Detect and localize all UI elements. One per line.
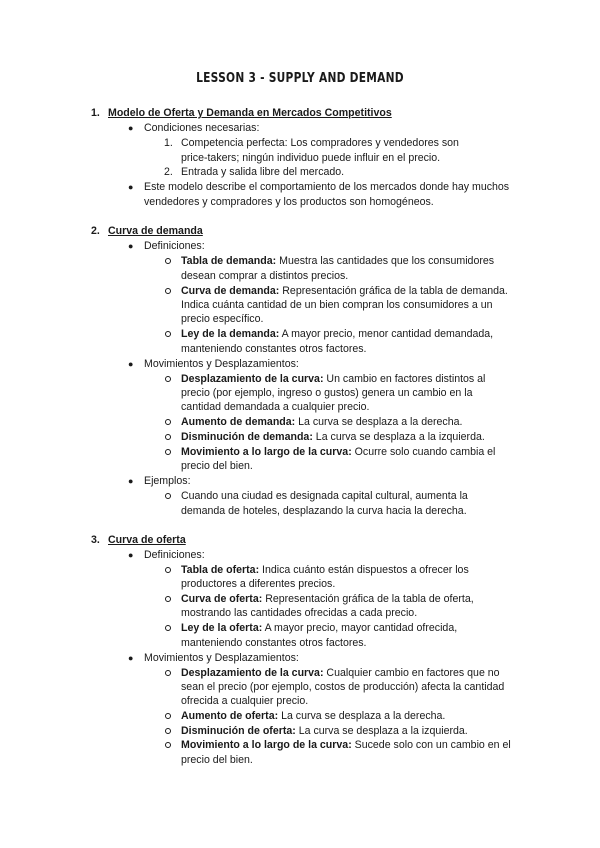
bullet-dot: ● [128,550,134,560]
bullet-circle [165,331,171,337]
bullet-circle [165,728,171,734]
list-item: Competencia perfecta: Los compradores y vendedores son [181,137,459,149]
bullet-circle [165,376,171,382]
list-item: Movimientos y Desplazamientos: [144,358,299,370]
bullet-circle [165,713,171,719]
bullet-dot: ● [128,359,134,369]
bullet-circle [165,434,171,440]
section-2-number: 2. [91,225,100,237]
list-item: Ejemplos: [144,475,191,487]
list-item: Ley de la demanda: A mayor precio, menor cantidad demandada, [181,328,494,340]
list-item: Este modelo describe el comportamiento de los mercados donde hay muchos [144,181,510,193]
list-item-continuation: mostrando las cantidades ofrecidas a cada precio. [181,607,418,619]
list-item: Aumento de demanda: La curva se desplaza a la derecha. [181,416,463,428]
list-item: Tabla de oferta: Indica cuánto están dispuestos a ofrecer los [181,564,469,576]
page-title: LESSON 3 - SUPPLY AND DEMAND [196,71,404,86]
list-item: Movimientos y Desplazamientos: [144,652,299,664]
list-item-continuation: vendedores y compradores y los productos son homogéneos. [144,196,434,208]
bullet-circle [165,449,171,455]
list-item: Condiciones necesarias: [144,122,260,134]
list-item: Disminución de oferta: La curva se desplaza a la izquierda. [181,725,468,737]
bullet-dot: ● [128,182,134,192]
list-item: Tabla de demanda: Muestra las cantidades que los consumidores [181,255,495,267]
list-item: Disminución de demanda: La curva se desplaza a la izquierda. [181,431,485,443]
list-item: Movimiento a lo largo de la curva: Sucede solo con un cambio en el [181,739,511,751]
list-item: Definiciones: [144,240,205,252]
list-item-continuation: precio del bien. [181,754,253,766]
list-item: Desplazamiento de la curva: Cualquier cambio en factores que no [181,667,500,679]
list-item-continuation: cantidad demandada a cualquier precio. [181,401,370,413]
list-item-continuation: ofrecida a cualquier precio. [181,695,309,707]
bullet-dot: ● [128,653,134,663]
bullet-circle [165,625,171,631]
list-item-continuation: price-takers; ningún individuo puede influir en el precio. [181,152,441,164]
bullet-circle [165,596,171,602]
bullet-circle [165,493,171,499]
bullet-circle [165,742,171,748]
bullet-circle [165,419,171,425]
bullet-circle [165,670,171,676]
list-item: Ley de la oferta: A mayor precio, mayor cantidad ofrecida, [181,622,458,634]
list-item: Aumento de oferta: La curva se desplaza a la derecha. [181,710,446,722]
list-item: Desplazamiento de la curva: Un cambio en factores distintos al [181,373,486,385]
bullet-circle [165,567,171,573]
bullet-dot: ● [128,476,134,486]
list-item-continuation: precio (por ejemplo, ingreso o gustos) genera un cambio en la [181,387,473,399]
list-item-continuation: precio del bien. [181,460,253,472]
list-item-continuation: manteniendo constantes otros factores. [181,343,367,355]
section-2-heading: Curva de demanda [108,225,203,237]
list-item-continuation: demanda de hoteles, desplazando la curva hacia la derecha. [181,505,467,517]
list-item-continuation: sean el precio (por ejemplo, costos de producción) afecta la cantidad [181,681,505,693]
list-item-continuation: Indica cuánta cantidad de un bien compran los consumidores a un [181,299,493,311]
section-1-number: 1. [91,107,100,119]
list-item-continuation: desean comprar a distintos precios. [181,270,349,282]
list-item: Cuando una ciudad es designada capital cultural, aumenta la [181,490,468,502]
list-item-continuation: manteniendo constantes otros factores. [181,637,367,649]
bullet-dot: ● [128,123,134,133]
list-item-continuation: precio específico. [181,313,264,325]
list-item-continuation: productores a diferentes precios. [181,578,336,590]
list-item: Entrada y salida libre del mercado. [181,166,345,178]
list-item: Movimiento a lo largo de la curva: Ocurre solo cuando cambia el [181,446,496,458]
bullet-dot: ● [128,241,134,251]
bullet-circle [165,288,171,294]
list-item: Curva de demanda: Representación gráfica de la tabla de demanda. [181,285,508,297]
section-1-heading: Modelo de Oferta y Demanda en Mercados Competitivos [108,107,392,119]
list-item: Curva de oferta: Representación gráfica de la tabla de oferta, [181,593,474,605]
bullet-circle [165,258,171,264]
list-number: 2. [164,166,173,178]
section-3-number: 3. [91,534,100,546]
list-number: 1. [164,137,173,149]
section-3-heading: Curva de oferta [108,534,186,546]
list-item: Definiciones: [144,549,205,561]
